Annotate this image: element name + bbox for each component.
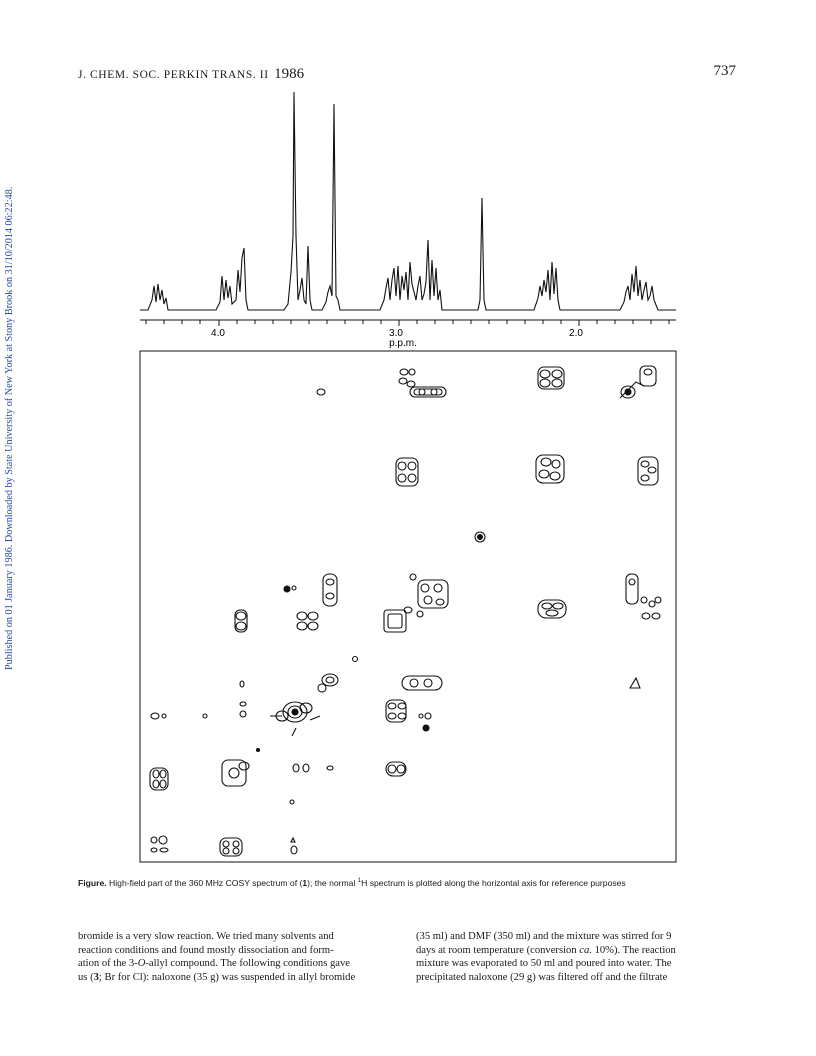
figure-caption-compound: 1 [302,877,308,888]
figure-caption-superscript: 1 [357,878,362,884]
body-text-line: mixture was evaporated to 50 ml and poured into water. The [416,958,672,970]
body-text-line: reaction conditions and found mostly dissociation and form- [78,944,334,956]
body-text-line [78,957,400,971]
page-number: 737 [713,63,736,79]
body-text-fragment: ation of the 3- [78,958,138,970]
journal-name: J. CHEM. SOC. PERKIN TRANS. II [78,69,269,81]
body-text-fragment: -allyl compound. The following conditions gave [145,958,350,970]
body-text-line [78,971,400,985]
body-text-line: (35 ml) and DMF (350 ml) and the mixture was stirred for 9 [416,931,672,942]
axis-tick-label: 3.0 [389,328,403,339]
axis-tick-label: 4.0 [211,328,225,339]
journal-year: 1986 [274,66,305,82]
body-text-fragment: days at room temperature (conversion [416,944,580,956]
figure-caption-label: Figure. [78,877,107,888]
axis-unit-label: p.p.m. [389,338,417,349]
figure-caption-text: ); the normal [307,877,358,888]
body-text-line [416,944,738,958]
figure-caption [78,876,740,889]
download-notice-text: Published on 01 January 1986. Downloaded by State University of New York at Stony Brook on 31/10/2014 06:22:48. [4,186,15,670]
body-text-bold: 3 [93,971,99,983]
body-text-line: bromide is a very slow reaction. We tried many solvents and [78,931,334,942]
body-text-italic: ca. [579,944,592,956]
body-text-right-column [416,930,738,984]
body-text-italic: O [137,958,146,970]
body-text-fragment: us ( [78,971,94,983]
figure-caption-text: H spectrum is plotted along the horizontal axis for reference purposes [361,877,626,888]
cosy-contours [150,366,661,856]
body-text-fragment: ; Br for Cl): naloxone (35 g) was suspended in allyl bromide [98,971,356,983]
proton-spectrum-trace [140,92,676,310]
body-text-left-column [78,930,400,984]
axis-tick-label: 2.0 [569,328,583,339]
ppm-axis-ticks [146,320,669,326]
body-text-fragment: 10%). The reaction [591,944,676,956]
figure-caption-text: High-field part of the 360 MHz COSY spectrum of ( [109,877,303,888]
body-text-line: precipitated naloxone (29 g) was filtered off and the filtrate [416,971,668,983]
